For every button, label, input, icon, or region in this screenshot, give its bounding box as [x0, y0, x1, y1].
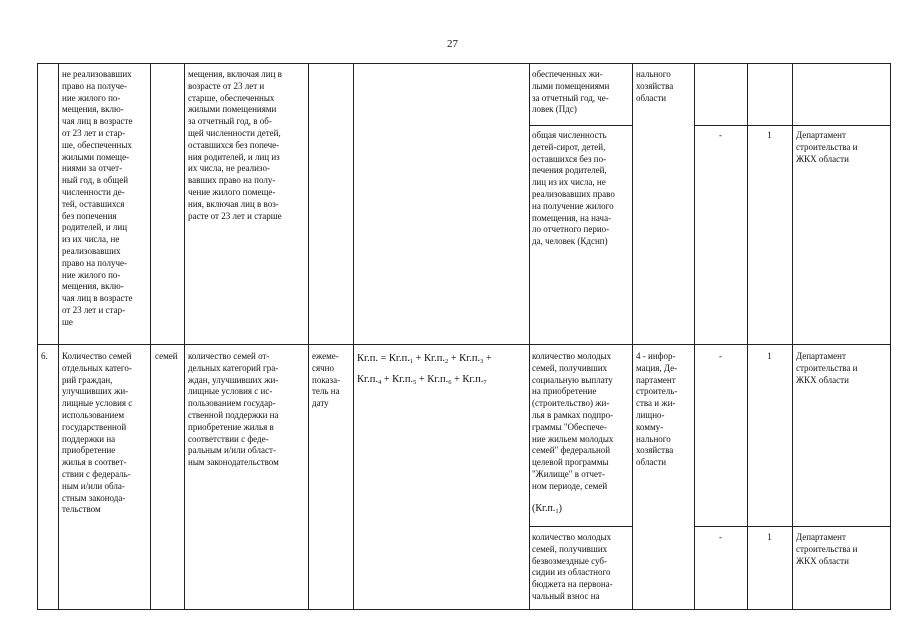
prev-component2-count: 1: [767, 130, 772, 140]
prev-component2-dash: -: [719, 130, 722, 140]
grid-line: [58, 63, 59, 610]
grid-line: [353, 63, 354, 610]
formula-term: $Кг.п._6$: [427, 374, 452, 386]
grid-line: [694, 526, 891, 527]
formula-plus: +: [450, 353, 457, 364]
formula-term: $Кг.п._7$: [462, 374, 487, 386]
formula-equals: =: [380, 353, 387, 364]
prev-component-text: обеспеченных жи- лыми помещениями за отчетный год, че- ловек (Пдс): [532, 69, 610, 115]
formula-line-1: [357, 350, 492, 371]
grid-line: [150, 63, 151, 610]
grid-line: [694, 125, 891, 126]
grid-line: [308, 63, 309, 610]
formula-term: $Кг.п._3$: [459, 353, 484, 365]
grid-line: [529, 125, 633, 126]
row-number: 6.: [41, 351, 48, 361]
formula-term: $Кг.п._2$: [424, 353, 449, 365]
component2-responsible: Департамент строительства и ЖКХ области: [796, 532, 858, 566]
formula-plus: +: [454, 374, 460, 385]
calculation-formula: [357, 350, 492, 392]
prev-data-source: нального хозяйства области: [636, 69, 674, 103]
component2-count: 1: [767, 532, 772, 542]
indicator-definition: количество семей от- дельных категорий гра- ждан, улучшивших жи- лищные условия с ис- пользованием государ- ственной поддержки на приобретение жилья в соответствии с феде- ральным и/или област- ным законодательством: [188, 351, 279, 468]
grid-line: [37, 344, 891, 345]
formula-plus: +: [486, 353, 492, 364]
data-source: 4 - инфор- мация, Де- партамент строитель- ства и жи- лищно- комму- нального хозяйства области: [636, 351, 678, 468]
grid-line: [37, 63, 891, 64]
prev-indicator-definition: мещения, включая лиц в возрасте от 23 лет и старше, обеспеченных жилыми помещениями за отчетный год, в об- щей численности детей, оставшихся без попече- ния родителей, и лиц из их числа, не реализо- вавших право на полу- чение жилого помеще- ния, включая лиц в воз- расте от 23 лет и старше: [188, 69, 282, 221]
prev-component2-text: общая численность детей-сирот, детей, оставшихся без по- печения родителей, лиц из их числа, не реализовавших право на получение жилого помещения, на нача- ло отчетного перио- да, человек (Кдснп): [532, 130, 615, 247]
prev-component2-responsible: Департамент строительства и ЖКХ области: [796, 130, 858, 164]
component1-count: 1: [767, 351, 772, 361]
component1-dash: -: [719, 351, 722, 361]
grid-line: [37, 63, 38, 610]
formula-term: $Кг.п._4$: [357, 374, 382, 386]
component2-text: количество молодых семей, получивших безвозмездные суб- сидии из областного бюджета на первона- чальный взнос на: [532, 532, 613, 601]
component1-text: количество молодых семей, получивших социальную выплату на приобретение (строительство) жи- лья в рамках подпро- граммы "Обеспече- ние жильем молодых семей" федеральной целевой программы "Жилище" в отчет- ном периоде, семей: [532, 351, 614, 491]
grid-line: [792, 63, 793, 610]
unit-of-measure: семей: [155, 351, 178, 361]
formula-line-2: [357, 371, 492, 392]
page-number: 27: [447, 38, 458, 50]
component1-variable: $(Кг.п._1)$: [532, 503, 562, 515]
grid-line: [184, 63, 185, 610]
formula-term: $Кг.п._1$: [388, 353, 414, 365]
component2-dash: -: [719, 532, 722, 542]
grid-line: [37, 609, 891, 610]
formula-term: $Кг.п._5$: [392, 374, 417, 386]
grid-line: [694, 63, 695, 610]
formula-plus: +: [383, 374, 390, 385]
grid-line: [632, 63, 633, 610]
grid-line: [890, 63, 891, 610]
measurement-frequency: ежеме- сячно показа- тель на дату: [312, 351, 341, 409]
grid-line: [529, 526, 633, 527]
formula-lhs: Кг.п.: [357, 353, 378, 364]
indicator-name: Количество семей отдельных катего- рий граждан, улучшивших жи- лищные условия с использованием государственной поддержки на приобретение жилья в соответ- ствии с федераль- ным и/или обла- стным законода- тельством: [62, 351, 133, 515]
formula-plus: +: [419, 374, 425, 385]
grid-line: [529, 63, 530, 610]
formula-plus: +: [415, 353, 422, 364]
component1-responsible: Департамент строительства и ЖКХ области: [796, 351, 858, 385]
prev-indicator-name: не реализовавших право на получе- ние жилого по- мещения, вклю- чая лиц в возрасте от 23 лет и стар- ше, обеспеченных жилыми помеще- ниями за отчет- ный год, в общей численности де- тей, оставшихся без попечения родителей, и лиц из их числа, не реализовавших право на получе- ние жилого по- мещения, вклю- чая лиц в возрасте от 23 лет и стар- ше: [62, 69, 133, 327]
grid-line: [747, 63, 748, 610]
